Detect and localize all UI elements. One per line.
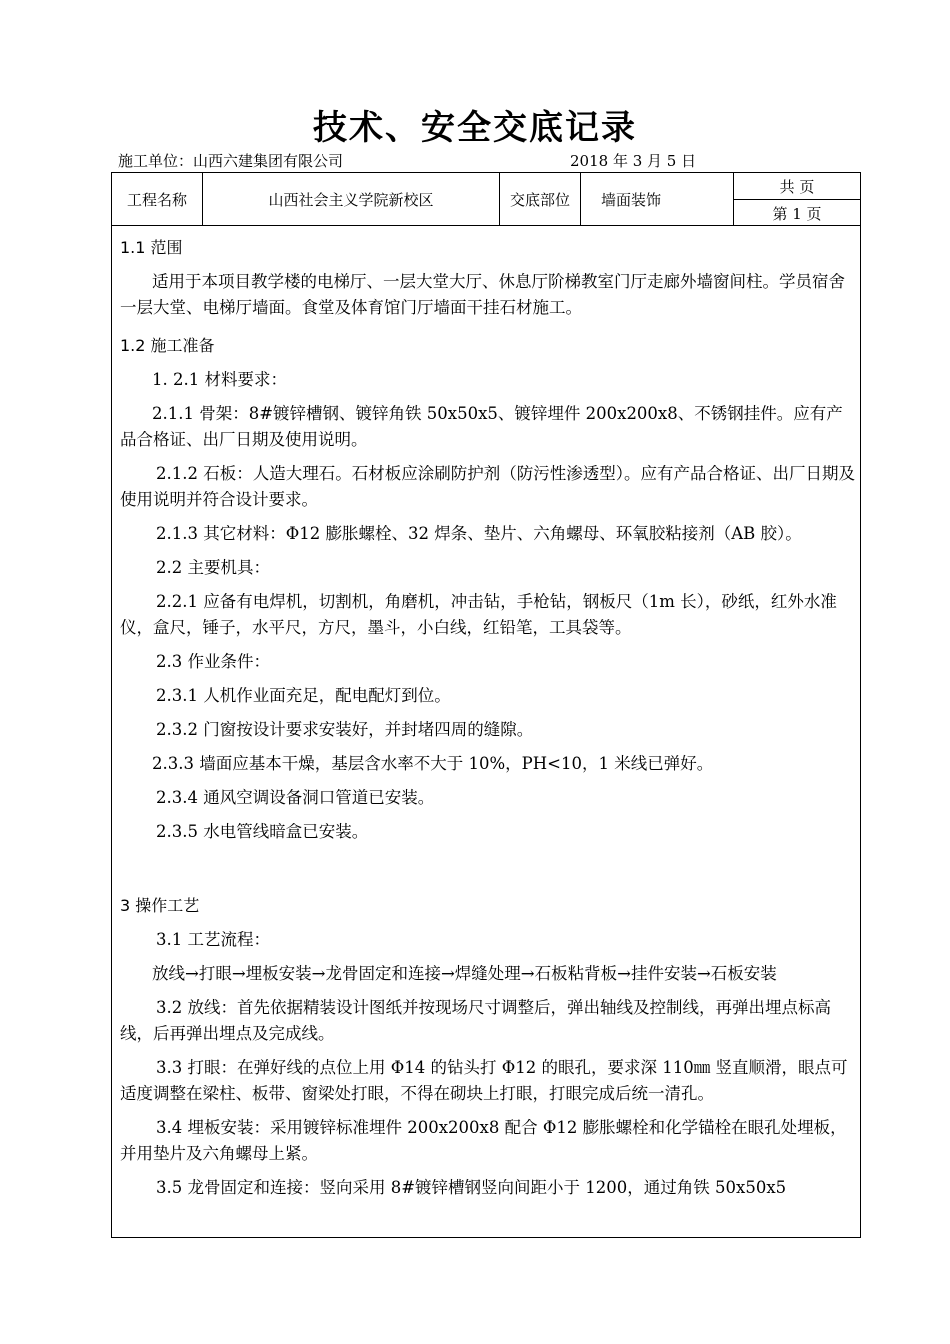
disclosure-part-label: 交底部位 xyxy=(509,190,570,209)
paragraph: 2.2 主要机具： xyxy=(156,558,270,577)
paragraph: 2.3.2 门窗按设计要求安装好，并封堵四周的缝隙。 xyxy=(156,720,534,739)
document-title: 技术、安全交底记录 xyxy=(313,108,637,148)
section-heading: 1.2 施工准备 xyxy=(120,336,215,355)
paragraph: 3.1 工艺流程： xyxy=(156,930,270,949)
paragraph: 2.2.1 应备有电焊机，切割机，角磨机，冲击钻，手枪钻，钢板尺（1m 长），砂纸，红外水准仪，盒尺，锤子，水平尺，方尺，墨斗，小白线，红铅笔，工具袋等。 xyxy=(120,592,837,637)
paragraph: 1. 2.1 材料要求： xyxy=(152,370,287,389)
paragraph: 3.2 放线：首先依据精装设计图纸并按现场尺寸调整后，弹出轴线及控制线，再弹出埋点标高线，后再弹出埋点及完成线。 xyxy=(120,998,831,1043)
spacer xyxy=(120,853,855,889)
paragraph: 适用于本项目教学楼的电梯厅、一层大堂大厅、休息厅阶梯教室门厅走廊外墙窗间柱。学员宿舍一层大堂、电梯厅墙面。食堂及体育馆门厅墙面干挂石材施工。 xyxy=(120,272,845,317)
section-heading: 3 操作工艺 xyxy=(120,896,200,915)
paragraph: 2.1.1 骨架：8#镀锌槽钢、镀锌角铁 50x50x5、镀锌埋件 200x200x8、不锈钢挂件。应有产品合格证、出厂日期及使用说明。 xyxy=(120,404,843,449)
paragraph: 2.3.5 水电管线暗盒已安装。 xyxy=(156,822,369,841)
disclosure-part-value: 墙面装饰 xyxy=(601,190,662,209)
record-frame xyxy=(111,172,861,1238)
paragraph: 放线→打眼→埋板安装→龙骨固定和连接→焊缝处理→石板粘背板→挂件安装→石板安装 xyxy=(152,964,777,983)
total-pages: 共 页 xyxy=(779,177,815,196)
page-number: 第 1 页 xyxy=(772,204,822,223)
project-name-label: 工程名称 xyxy=(126,190,187,209)
paragraph: 2.1.2 石板：人造大理石。石材板应涂刷防护剂（防污性渗透型）。应有产品合格证、出厂日期及使用说明并符合设计要求。 xyxy=(120,464,855,509)
paragraph: 2.3.1 人机作业面充足，配电配灯到位。 xyxy=(156,686,451,705)
document-body xyxy=(120,231,855,1209)
header-row xyxy=(112,173,860,226)
paragraph: 2.3 作业条件： xyxy=(156,652,270,671)
section-heading: 1.1 范围 xyxy=(120,238,183,257)
paragraph: 2.1.3 其它材料：Φ12 膨胀螺栓、32 焊条、垫片、六角螺母、环氧胶粘接剂（AB 胶）。 xyxy=(156,524,802,543)
record-date: 2018 年 3 月 5 日 xyxy=(570,152,697,170)
paragraph: 2.3.4 通风空调设备洞口管道已安装。 xyxy=(156,788,435,807)
paragraph: 3.4 埋板安装：采用镀锌标准埋件 200x200x8 配合 Φ12 膨胀螺栓和化学锚栓在眼孔处埋板，并用垫片及六角螺母上紧。 xyxy=(120,1118,847,1163)
construction-unit: 施工单位：山西六建集团有限公司 xyxy=(118,152,344,170)
paragraph: 2.3.3 墙面应基本干燥，基层含水率不大于 10%，PH<10，1 米线已弹好。 xyxy=(152,754,714,773)
paragraph: 3.5 龙骨固定和连接：竖向采用 8#镀锌槽钢竖向间距小于 1200，通过角铁 50x50x5 xyxy=(156,1178,787,1197)
project-name-value: 山西社会主义学院新校区 xyxy=(268,190,434,209)
paragraph: 3.3 打眼：在弹好线的点位上用 Φ14 的钻头打 Φ12 的眼孔，要求深 110㎜ 竖直顺滑，眼点可适度调整在梁柱、板带、窗梁处打眼，不得在砌块上打眼，打眼完成后统一清孔。 xyxy=(120,1058,848,1103)
